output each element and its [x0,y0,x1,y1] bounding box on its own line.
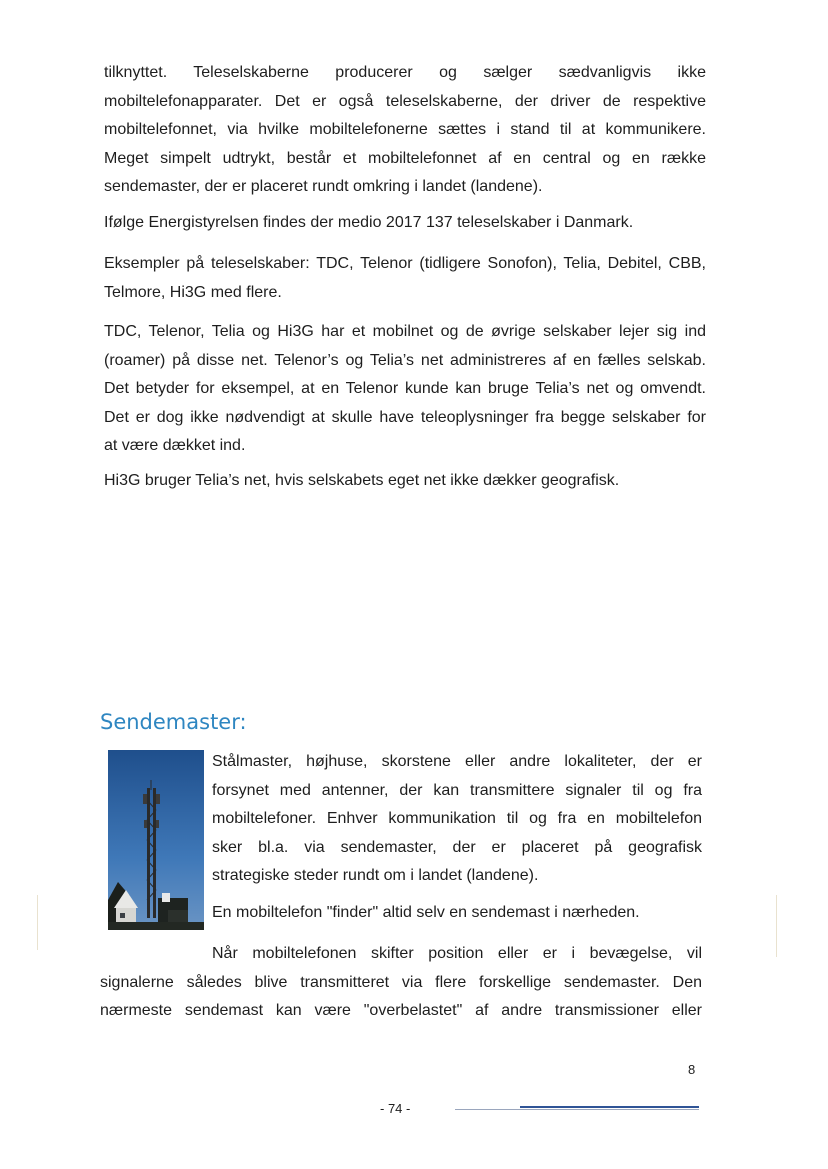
text-line: sendemaster, der er placeret rundt omkring i landet (landene). [104,178,543,195]
text-line: En mobiltelefon "finder" altid selv en sendemast i nærheden. [212,904,640,921]
paragraph-sendemaster-definition [212,748,702,891]
text-line: Det er dog ikke nødvendigt at skulle have teleoplysninger fra begge selskaber for [104,408,706,426]
text-line: Meget simpelt udtrykt, består et mobiltelefonnet af en central og en række [104,149,706,167]
paragraph-networks [104,318,706,461]
text-line: Det betyder for eksempel, at en Telenor kunde kan bruge Telia’s net og omvendt. [104,380,706,397]
scan-artifact [776,895,777,957]
paragraph-movement [100,940,702,1026]
text-line: sker bl.a. via sendemaster, der er placeret på geografisk [212,838,702,856]
footer-rule-thick [520,1106,699,1108]
section-heading: Sendemaster: [100,710,247,734]
paragraph-examples [104,250,706,307]
scan-artifact [37,895,38,950]
paragraph-intro [104,59,706,202]
text-line: nærmeste sendemast kan være "overbelastet" af andre transmissioner eller [100,1002,702,1019]
text-line: tilknyttet. Teleselskaberne producerer og sælger sædvanligvis ikke [104,64,706,81]
text-line: mobiltelefoner. Enhver kommunikation til og fra en mobiltelefon [212,810,702,827]
footer-page-number: - 74 - [380,1101,411,1116]
text-line: Ifølge Energistyrelsen findes der medio 2017 137 teleselskaber i Danmark. [104,214,634,231]
text-line: Stålmaster, højhuse, skorstene eller andre lokaliteter, der er [212,753,702,770]
text-line: Når mobiltelefonen skifter position eller er i bevægelse, vil [212,945,702,962]
paragraph-energistyrelsen [104,209,706,238]
text-line: (roamer) på disse net. Telenor’s og Telia’s net administreres af en fælles selskab. [104,351,706,369]
transmission-tower-photo [108,750,204,930]
text-line: mobiltelefonapparater. Det er også teleselskaberne, der driver de respektive [104,92,706,110]
text-line: Telmore, Hi3G med flere. [104,283,282,301]
text-line: signalerne således blive transmitteret via flere forskellige sendemaster. Den [100,973,702,991]
text-line: Eksempler på teleselskaber: TDC, Telenor (tidligere Sonofon), Telia, Debitel, CBB, [104,255,706,272]
text-line: strategiske steder rundt om i landet (landene). [212,867,539,884]
paragraph-hi3g [104,467,706,496]
text-line: Hi3G bruger Telia’s net, hvis selskabets eget net ikke dækker geografisk. [104,472,620,489]
text-line: TDC, Telenor, Telia og Hi3G har et mobilnet og de øvrige selskaber lejer sig ind [104,323,706,340]
footer-rule-thin [455,1109,699,1110]
text-line: mobiltelefonnet, via hvilke mobiltelefonerne sættes i stand til at kommunikere. [104,121,706,138]
text-line: forsynet med antenner, der kan transmittere signaler til og fra [212,781,702,799]
text-line: at være dækket ind. [104,437,246,454]
footer-rule [455,1106,699,1108]
paragraph-finder [212,899,702,928]
page-number: 8 [688,1062,696,1077]
